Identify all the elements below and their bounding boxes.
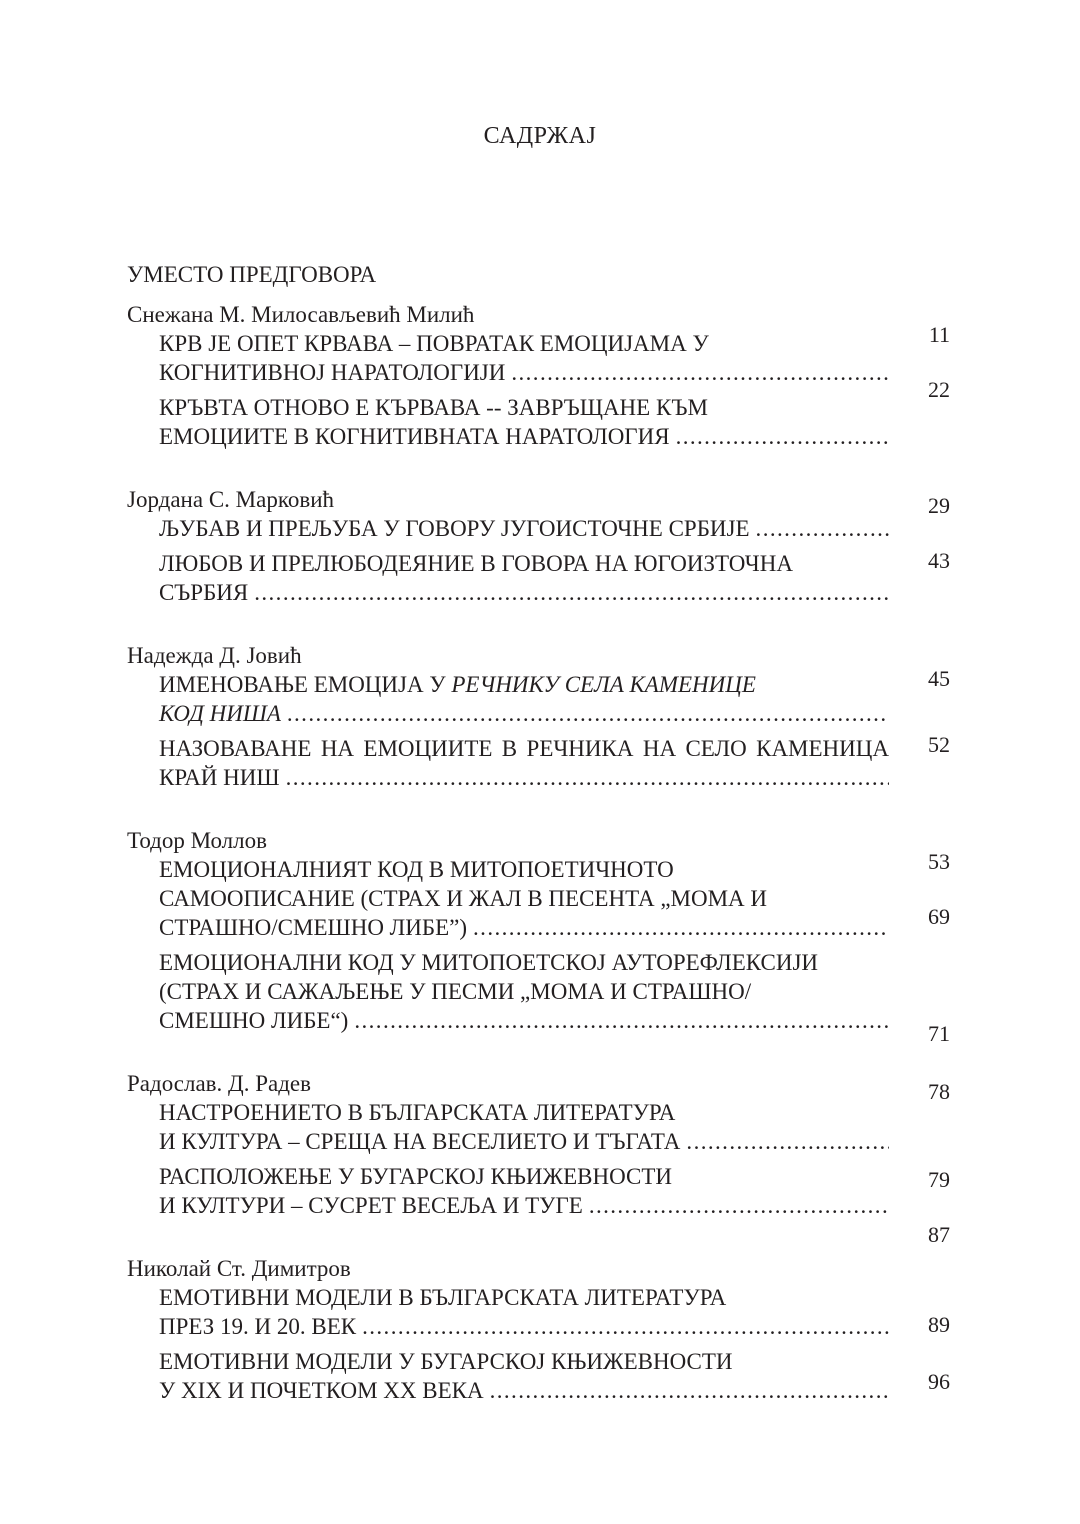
- page-number: 45: [928, 666, 950, 691]
- page-number: 71: [928, 1021, 950, 1046]
- entry-title-line: ЕМОЦИОНАЛНИ КОД У МИТОПОЕТСКОЈ АУТОРЕФЛЕКСИЈИ: [159, 950, 819, 975]
- entry-title-line: НАСТРОЕНИЕТО В БЪЛГАРСКАТА ЛИТЕРАТУРА: [159, 1100, 676, 1125]
- toc-entry: [159, 1347, 889, 1405]
- page-number: 69: [928, 904, 950, 929]
- entry-title-line: ЕМОТИВНИ МОДЕЛИ У БУГАРСКОЈ КЊИЖЕВНОСТИ: [159, 1349, 733, 1374]
- author-name: Николай Ст. Димитров: [127, 1256, 351, 1281]
- page-number: 22: [928, 377, 950, 402]
- entry-title-line: СМЕШНО ЛИБЕ“) .....: [159, 1006, 889, 1035]
- dot-leader: [473, 913, 889, 942]
- author-block: [127, 1069, 889, 1220]
- toc-entry: [159, 1098, 889, 1156]
- author-name: Тодор Моллов: [127, 828, 267, 853]
- entry-title-line: САМООПИСАНИЕ (СТРАХ И ЖАЛ В ПЕСЕНТА „МОМА И: [159, 886, 768, 911]
- author-block: [127, 641, 889, 792]
- dot-leader: [676, 422, 889, 451]
- entry-title-line: И КУЛТУРА – СРЕЩА НА ВЕСЕЛИЕТО И ТЪГАТА .....: [159, 1127, 889, 1156]
- entry-title-line: СТРАШНО/СМЕШНО ЛИБЕ”) .....: [159, 913, 889, 942]
- entry-title-line: НАЗОВАВАНЕ НА ЕМОЦИИТЕ В РЕЧНИКА НА СЕЛО КАМЕНИЦА: [159, 736, 889, 761]
- toc-entry: [159, 855, 889, 942]
- toc-entry: [159, 1283, 889, 1341]
- entry-title-line: КРАЙ НИШ .....: [159, 763, 889, 792]
- author-block: [127, 300, 889, 451]
- dot-leader: [362, 1312, 889, 1341]
- entry-title-line: У XIX И ПОЧЕТКОМ XX ВЕКА .....: [159, 1376, 889, 1405]
- page-number: 79: [928, 1167, 950, 1192]
- author-name: Јордана С. Марковић: [127, 487, 334, 512]
- dot-leader: [686, 1127, 889, 1156]
- entry-title-line: ЉУБАВ И ПРЕЉУБА У ГОВОРУ ЈУГОИСТОЧНЕ СРБИЈЕ .....: [159, 514, 889, 543]
- entry-title-line: И КУЛТУРИ – СУСРЕТ ВЕСЕЉА И ТУГЕ .....: [159, 1191, 889, 1220]
- page-number: 96: [928, 1369, 950, 1394]
- toc-entry: [159, 1162, 889, 1220]
- toc-entry: [159, 670, 889, 728]
- front-matter-entry: УМЕСТО ПРЕДГОВОРА: [127, 262, 377, 287]
- author-block: [127, 1254, 889, 1405]
- page-number: 89: [928, 1312, 950, 1337]
- toc-entry: [159, 549, 889, 607]
- entry-title-line: ЕМОТИВНИ МОДЕЛИ В БЪЛГАРСКАТА ЛИТЕРАТУРА: [159, 1285, 727, 1310]
- page-number: 87: [928, 1222, 950, 1247]
- toc-entry: [159, 948, 889, 1035]
- entry-title-line: РАСПОЛОЖЕЊЕ У БУГАРСКОЈ КЊИЖЕВНОСТИ: [159, 1164, 672, 1189]
- toc-entry: [159, 329, 889, 387]
- table-of-contents: [127, 260, 889, 1439]
- entry-title-line: ЛЮБОВ И ПРЕЛЮБОДЕЯНИЕ В ГОВОРА НА ЮГОИЗТОЧНА: [159, 551, 793, 576]
- page-title: САДРЖАЈ: [483, 123, 597, 149]
- entry-title-line: КОГНИТИВНОЈ НАРАТОЛОГИЈИ .....: [159, 358, 889, 387]
- page-number: 78: [928, 1079, 950, 1104]
- dot-leader: [287, 699, 889, 728]
- entry-title-line: [159, 699, 889, 728]
- entry-title-line: ИМЕНОВАЊЕ ЕМОЦИЈА У РЕЧНИКУ СЕЛА КАМЕНИЦЕ: [159, 672, 756, 697]
- toc-entry: [159, 393, 889, 451]
- dot-leader: [286, 763, 889, 792]
- author-block: [127, 826, 889, 1035]
- italic-book-title: КОД НИША: [159, 701, 281, 726]
- page-number: 29: [928, 493, 950, 518]
- entry-title-line: ПРЕЗ 19. И 20. ВЕК .....: [159, 1312, 889, 1341]
- toc-entry: [159, 514, 889, 543]
- toc-entry: [159, 734, 889, 792]
- dot-leader: [254, 578, 889, 607]
- entry-title-line: СЪРБИЯ .....: [159, 578, 889, 607]
- entry-title-line: КРЪВТА ОТНОВО Е КЪРВАВА -- ЗАВРЪЩАНЕ КЪМ: [159, 395, 709, 420]
- page-number-column: [900, 0, 980, 1524]
- entry-title-line: ЕМОЦИОНАЛНИЯТ КОД В МИТОПОЕТИЧНОТО: [159, 857, 674, 882]
- page-number: 43: [928, 548, 950, 573]
- page-number: 52: [928, 732, 950, 757]
- author-name: Радослав. Д. Радев: [127, 1071, 311, 1096]
- author-name: Снежана М. Милосављевић Милић: [127, 302, 475, 327]
- dot-leader: [756, 514, 889, 543]
- entry-title-line: КРВ ЈЕ ОПЕТ КРВАВА – ПОВРАТАК ЕМОЦИЈАМА У: [159, 331, 709, 356]
- italic-book-title: РЕЧНИКУ СЕЛА КАМЕНИЦЕ: [451, 672, 756, 697]
- author-block: [127, 485, 889, 607]
- page-number: 11: [928, 322, 950, 347]
- entry-title-line: ЕМОЦИИТЕ В КОГНИТИВНАТА НАРАТОЛОГИЯ .....: [159, 422, 889, 451]
- dot-leader: [589, 1191, 889, 1220]
- dot-leader: [354, 1006, 889, 1035]
- author-name: Надежда Д. Јовић: [127, 643, 302, 668]
- dot-leader: [490, 1376, 889, 1405]
- dot-leader: [511, 358, 889, 387]
- page-number: 53: [928, 849, 950, 874]
- entry-title-line: (СТРАХ И САЖАЉЕЊЕ У ПЕСМИ „МОМА И СТРАШНО/: [159, 979, 752, 1004]
